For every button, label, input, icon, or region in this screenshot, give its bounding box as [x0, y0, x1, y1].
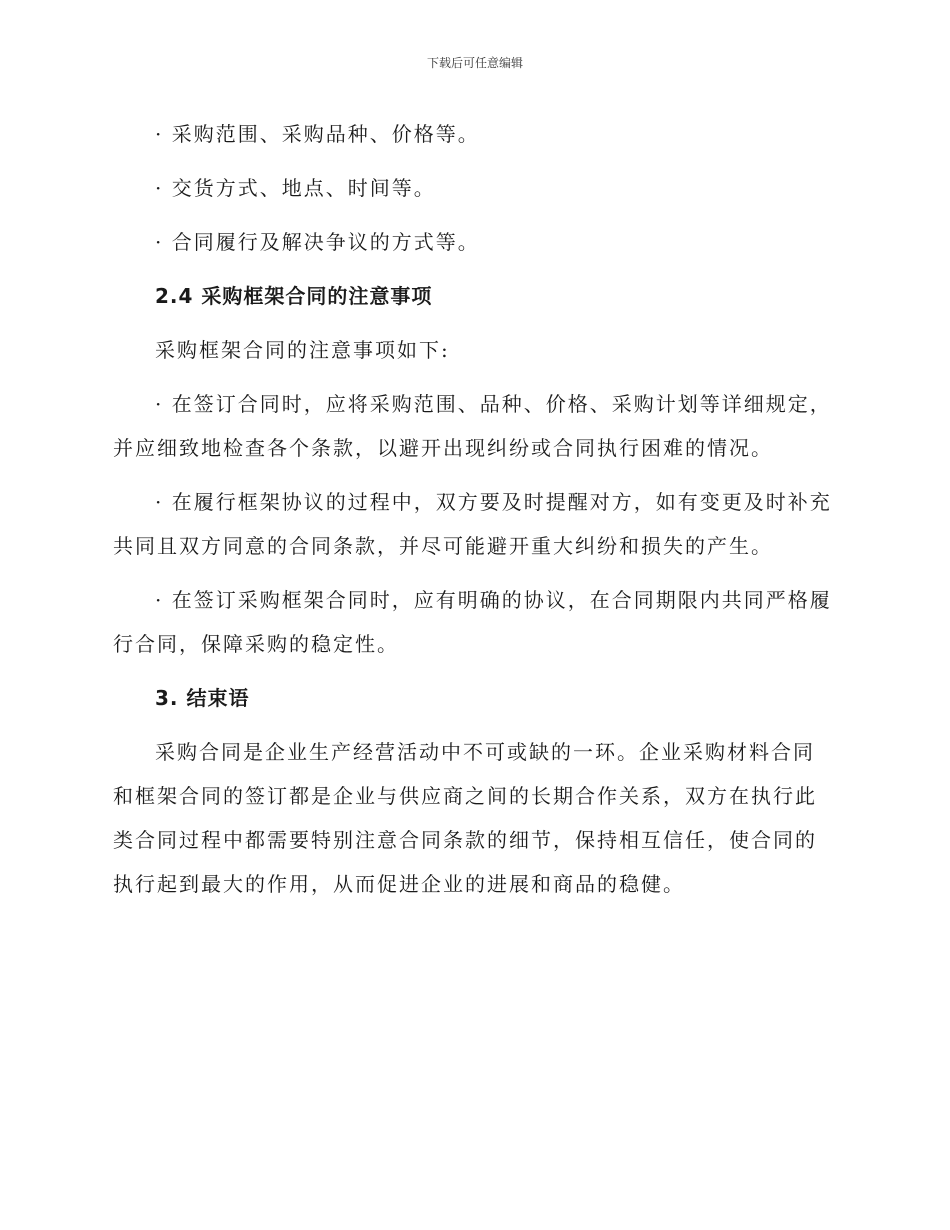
section-lead: 采购框架合同的注意事项如下: [155, 338, 450, 362]
document-body [113, 112, 833, 916]
bullet-item: · 在签订合同时，应将采购范围、品种、价格、采购计划等详细规定，并应细致地检查各个条款，以避开出现纠纷或合同执行困难的情况。 [113, 392, 832, 460]
bullet-item: · 合同履行及解决争议的方式等。 [155, 230, 480, 254]
conclusion-paragraph: 采购合同是企业生产经营活动中不可或缺的一环。企业采购材料合同和框架合同的签订都是企业与供应商之间的长期合作关系，双方在执行此类合同过程中都需要特别注意合同条款的细节，保持相互信任，使合同的执行起到最大的作用，从而促进企业的进展和商品的稳健。 [113, 740, 817, 896]
bullet-item: · 在履行框架协议的过程中，双方要及时提醒对方，如有变更及时补充共同且双方同意的合同条款，并尽可能避开重大纠纷和损失的产生。 [113, 490, 832, 558]
section-heading: 3. 结束语 [155, 686, 250, 710]
bullet-item: · 采购范围、采购品种、价格等。 [155, 122, 480, 146]
section-heading: 2.4 采购框架合同的注意事项 [155, 284, 433, 308]
bullet-item: · 交货方式、地点、时间等。 [155, 176, 436, 200]
bullet-item: · 在签订采购框架合同时，应有明确的协议，在合同期限内共同严格履行合同，保障采购的稳定性。 [113, 588, 832, 656]
page-header: 下载后可任意编辑 [426, 56, 523, 70]
